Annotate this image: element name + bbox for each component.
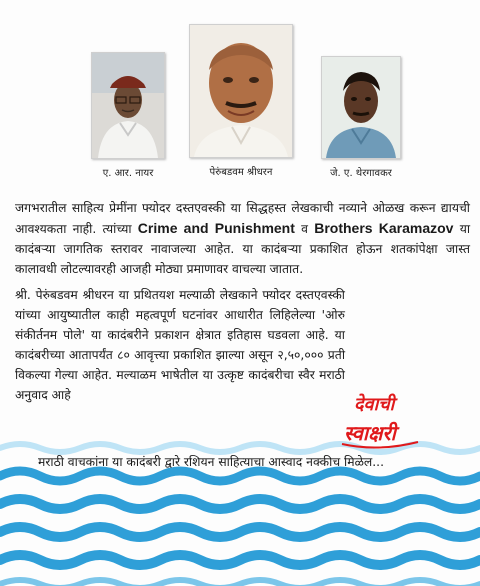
book-title-brothers-karamazov: Brothers Karamazov: [314, 220, 454, 236]
portrait-card-left: [91, 52, 165, 179]
portrait-card-center: [189, 24, 293, 178]
portrait-card-right: [321, 56, 401, 179]
paragraph-translation: श्री. पेरुंबडवम श्रीधरन या प्रथितयश मल्याळी लेखकाने फ्योदर दस्तएवस्की यांच्या आयुष्यातील काही महत्वपूर्ण घटनांवर आधारीत लिहिलेल्या 'ओरु संकीर्तनम पोले' या कादंबरीने प्रकाशन क्षेत्रात इतिहास घडवला आहे. या कादंबरीच्या आतापर्यंत ८० आवृत्त्या प्रकाशित झाल्या असून २,५०,००० प्रती विकल्या गेल्या आहेत. मल्याळम भाषेतील या उत्कृष्ट कादंबरीचा स्वैर मराठी अनुवाद आहे: [15, 288, 345, 402]
intro-text-2: व: [294, 222, 315, 236]
portrait-caption: ए. आर. नायर: [102, 168, 154, 179]
portrait-image: [322, 57, 400, 158]
author-photos: [0, 0, 480, 190]
signature-line-1: देवाची: [354, 394, 395, 415]
paragraph-intro: [15, 198, 470, 279]
portrait-caption: जे. ए. थेरगावकर: [330, 168, 392, 179]
intro-text-1: जगभरातील साहित्य प्रेमींना फ्योदर दस्तएवस्की या सिद्धहस्त लेखकाची नव्याने ओळख करून द्यायची आवश्यकता नाही. त्यांच्या: [15, 201, 470, 236]
portrait-image: [92, 53, 164, 158]
portrait-photo: [189, 24, 293, 158]
portrait-photo: [321, 56, 401, 159]
description-text: [15, 198, 470, 411]
book-title-crime-and-punishment: Crime and Punishment: [137, 220, 295, 236]
portrait-image: [190, 25, 292, 157]
closing-line: मराठी वाचकांना या कादंबरी द्वारे रशियन साहित्याचा आस्वाद नक्कीच मिळेल...: [38, 455, 384, 469]
signature-line-2: स्वाक्षरी: [344, 421, 396, 445]
portrait-photo: [91, 52, 165, 159]
signature: [338, 382, 448, 452]
portrait-caption: पेरुंबडवम श्रीधरन: [209, 167, 273, 178]
intro-text-3: या कादंबऱ्या जागतिक स्तरावर नावाजल्या आहेत. या कादंबऱ्या प्रकाशित होऊन शतकांपेक्षा जास्त कालावधी लोटल्यावरही आजही मोठ्या प्रमाणावर वाचल्या जातात.: [15, 222, 471, 276]
